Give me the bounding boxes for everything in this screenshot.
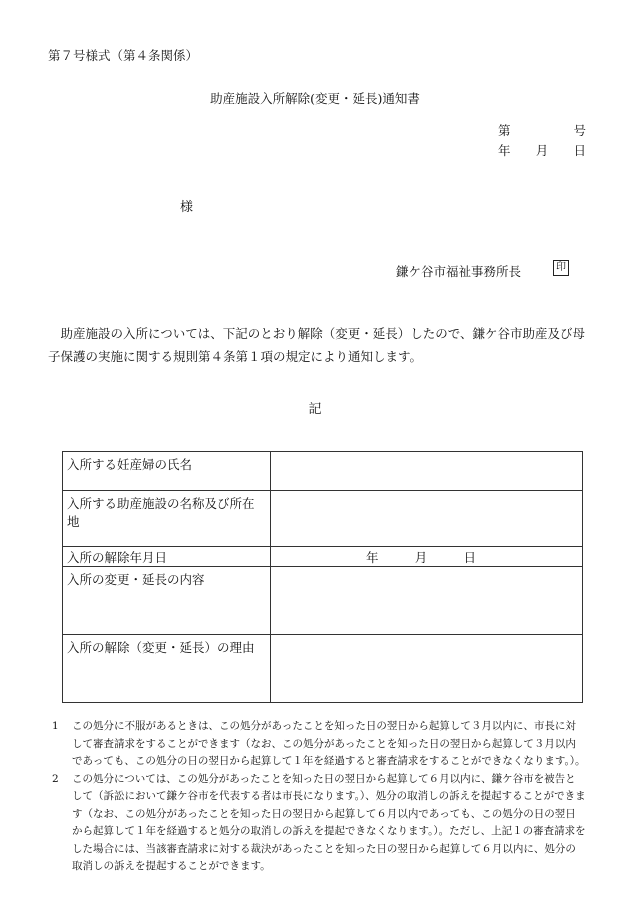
row-label-reason: 入所の解除（変更・延長）の理由 <box>63 635 271 703</box>
row-label-change-content: 入所の変更・延長の内容 <box>63 567 271 635</box>
ki-heading: 記 <box>308 402 322 417</box>
body-text: 助産施設の入所については、下記のとおり解除（変更・延長）したので、鎌ケ谷市助産及び母子保護の実施に関する規則第４条第１項の規定により通知します。 <box>48 326 586 364</box>
note-text: この処分については、この処分があったことを知った日の翌日から起算して６月以内に、鎌ケ谷市を被告として（訴訟において鎌ケ谷市を代表する者は市長になります。）、処分の取消しの訴えを提起することができます（なお、この処分があったことを知った日の翌日から起算して６月以内であっても、この処分の日の翌日から起算して１年を経過すると処分の取消しの訴えを提起できなくなります。）。ただし、上記１の審査請求をした場合には、当該審査請求に対する裁決があったことを知った日の翌日から起算して６月以内に、処分の取消しの訴えを提起することができます。 <box>72 772 586 872</box>
issue-date-day: 日 <box>573 143 586 158</box>
sender-name: 鎌ケ谷市福祉事務所長 <box>396 264 522 279</box>
release-date-day: 日 <box>463 550 476 565</box>
form-number: 第７号様式（第４条関係） <box>48 48 199 63</box>
note-number: 2 <box>52 772 59 785</box>
issue-date <box>498 141 586 159</box>
issue-date-year: 年 <box>498 143 511 158</box>
reference-number <box>498 121 586 142</box>
note-number: 1 <box>52 720 59 732</box>
note-item <box>52 771 586 876</box>
row-value-reason[interactable] <box>271 635 583 703</box>
row-value-name[interactable] <box>271 452 583 491</box>
table-row <box>63 452 583 491</box>
issue-date-month: 月 <box>535 143 549 158</box>
row-label-release-date: 入所の解除年月日 <box>63 547 271 567</box>
row-value-release-date[interactable] <box>271 547 583 567</box>
note-item <box>52 718 586 771</box>
seal-stamp: 印 <box>553 260 569 276</box>
row-label-name: 入所する妊産婦の氏名 <box>63 452 271 491</box>
row-value-facility[interactable] <box>271 491 583 547</box>
reference-dai: 第 <box>498 123 511 138</box>
table-row <box>63 547 583 567</box>
release-date-month: 月 <box>414 550 428 565</box>
document-title: 助産施設入所解除(変更・延長)通知書 <box>210 91 420 106</box>
table-row <box>63 567 583 635</box>
notes <box>52 718 586 876</box>
info-table <box>62 451 583 703</box>
addressee-suffix: 様 <box>180 200 194 215</box>
table-row <box>63 635 583 703</box>
row-value-change-content[interactable] <box>271 567 583 635</box>
release-date-year: 年 <box>366 550 379 565</box>
note-text: この処分に不服があるときは、この処分があったことを知った日の翌日から起算して３月以内に、市長に対して審査請求をすることができます（なお、この処分があったことを知った日の翌日から起算して３月以内であっても、この処分の日の翌日から起算して１年を経過すると審査請求をすることができなくなります。）。 <box>72 720 586 767</box>
row-label-facility: 入所する助産施設の名称及び所在地 <box>63 491 271 547</box>
reference-go: 号 <box>573 123 586 138</box>
table-row <box>63 491 583 547</box>
